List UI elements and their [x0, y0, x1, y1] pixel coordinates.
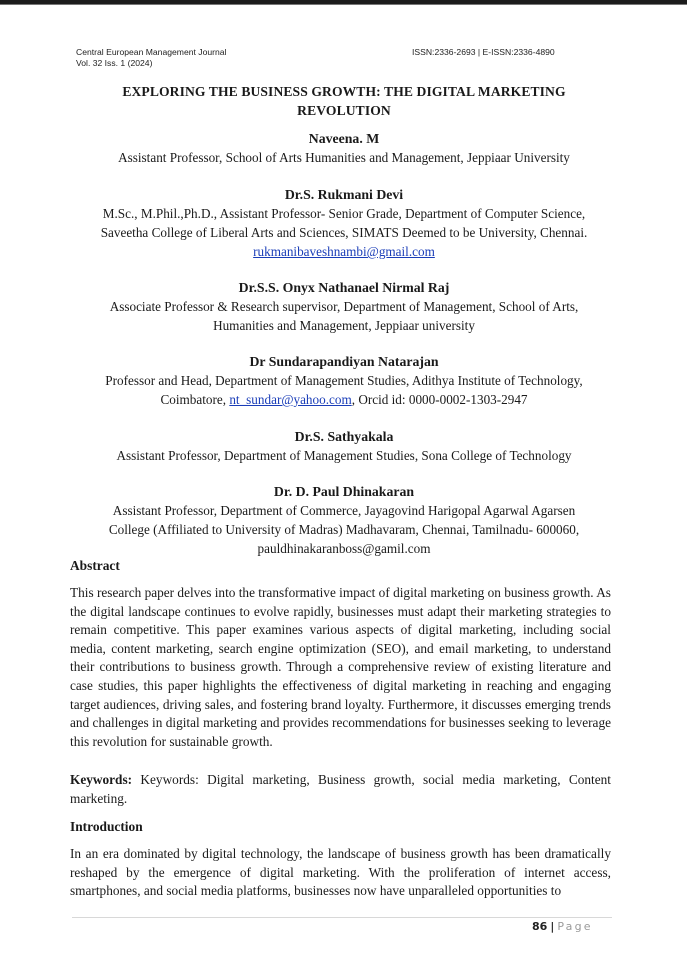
author-block [60, 352, 628, 409]
author-block [60, 185, 628, 261]
keywords-text: Keywords: Digital marketing, Business growth, social media marketing, Content marketing. [70, 772, 611, 806]
journal-name: Central European Management Journal [76, 47, 227, 57]
introduction-text: In an era dominated by digital technology, the landscape of business growth has been dramatically reshaped by the emergence of digital marketing. With the proliferation of internet access, smartphones, and social media platforms, businesses now have unparalleled opportunities to [70, 846, 611, 899]
author-block [60, 482, 628, 558]
author-affiliation: Assistant Professor, School of Arts Humanities and Management, Jeppiaar University [118, 150, 570, 165]
paper-title [70, 82, 618, 120]
author-affiliation: College (Affiliated to University of Madras) Madhavaram, Chennai, Tamilnadu- 600060, [108, 522, 580, 537]
author-email: pauldhinakaranboss@gamil.com [257, 541, 431, 556]
author-affiliation: Assistant Professor, Department of Commerce, Jayagovind Harigopal Agarwal Agarsen [112, 503, 576, 518]
keywords-label: Keywords: [70, 772, 133, 787]
author-affiliation: M.Sc., M.Phil.,Ph.D., Assistant Professor- Senior Grade, Department of Computer Science, [102, 206, 586, 221]
author-affiliation: Humanities and Management, Jeppiaar university [213, 318, 475, 333]
author-affiliation-line-2 [60, 390, 628, 409]
abstract-heading: Abstract [70, 558, 120, 573]
abstract-text: This research paper delves into the transformative impact of digital marketing on business growth. As the digital landscape continues to evolve rapidly, businesses must adapt their marketing strategies to remain competitive. This paper examines various aspects of digital marketing, including social media, content marketing, search engine optimization (SEO), and email marketing, to understand their contributions to business growth. Through a comprehensive review of existing literature and case studies, this paper highlights the effectiveness of digital marketing in reaching and engaging target audiences, driving sales, and fostering brand loyalty. Furthermore, it discusses emerging trends and challenges in digital marketing and provides recommendations for businesses seeking to leverage this revolution for sustainable growth. [70, 585, 611, 749]
author-name: Naveena. M [308, 131, 380, 146]
author-affiliation: Associate Professor & Research supervisor, Department of Management, School of Arts, [109, 299, 579, 314]
author-email-link[interactable]: rukmanibaveshnambi@gmail.com [253, 244, 435, 259]
author-name: Dr.S.S. Onyx Nathanael Nirmal Raj [238, 280, 450, 295]
running-header-left [76, 47, 226, 69]
author-location: Coimbatore, [160, 392, 230, 407]
page-number: 86 [532, 920, 548, 933]
author-affiliation: Saveetha College of Liberal Arts and Sciences, SIMATS Deemed to be University, Chennai. [100, 225, 588, 240]
viewer-top-bar [0, 0, 687, 5]
author-block [60, 427, 628, 465]
keywords [70, 771, 611, 808]
author-name: Dr Sundarapandiyan Natarajan [249, 354, 439, 369]
author-orcid: , Orcid id: 0000-0002-1303-2947 [351, 392, 528, 407]
page-footer [532, 920, 593, 933]
page-label: Page [557, 920, 593, 933]
journal-volume: Vol. 32 Iss. 1 (2024) [76, 58, 153, 68]
author-name: Dr.S. Rukmani Devi [284, 187, 404, 202]
paper-title-line-2: REVOLUTION [297, 103, 391, 118]
author-email-link[interactable]: nt_sundar@yahoo.com [229, 392, 352, 407]
author-affiliation: Professor and Head, Department of Management Studies, Adithya Institute of Technology, [105, 373, 583, 388]
page-separator: | [550, 920, 555, 933]
author-name: Dr. D. Paul Dhinakaran [273, 484, 415, 499]
author-name: Dr.S. Sathyakala [294, 429, 394, 444]
author-affiliation: Assistant Professor, Department of Management Studies, Sona College of Technology [116, 448, 572, 463]
footer-divider [72, 917, 612, 918]
paper-title-line-1: EXPLORING THE BUSINESS GROWTH: THE DIGITAL MARKETING [122, 84, 566, 99]
author-block [60, 278, 628, 335]
introduction-heading: Introduction [70, 819, 143, 834]
journal-issn: ISSN:2336-2693 | E-ISSN:2336-4890 [412, 47, 555, 57]
author-block [60, 129, 628, 167]
